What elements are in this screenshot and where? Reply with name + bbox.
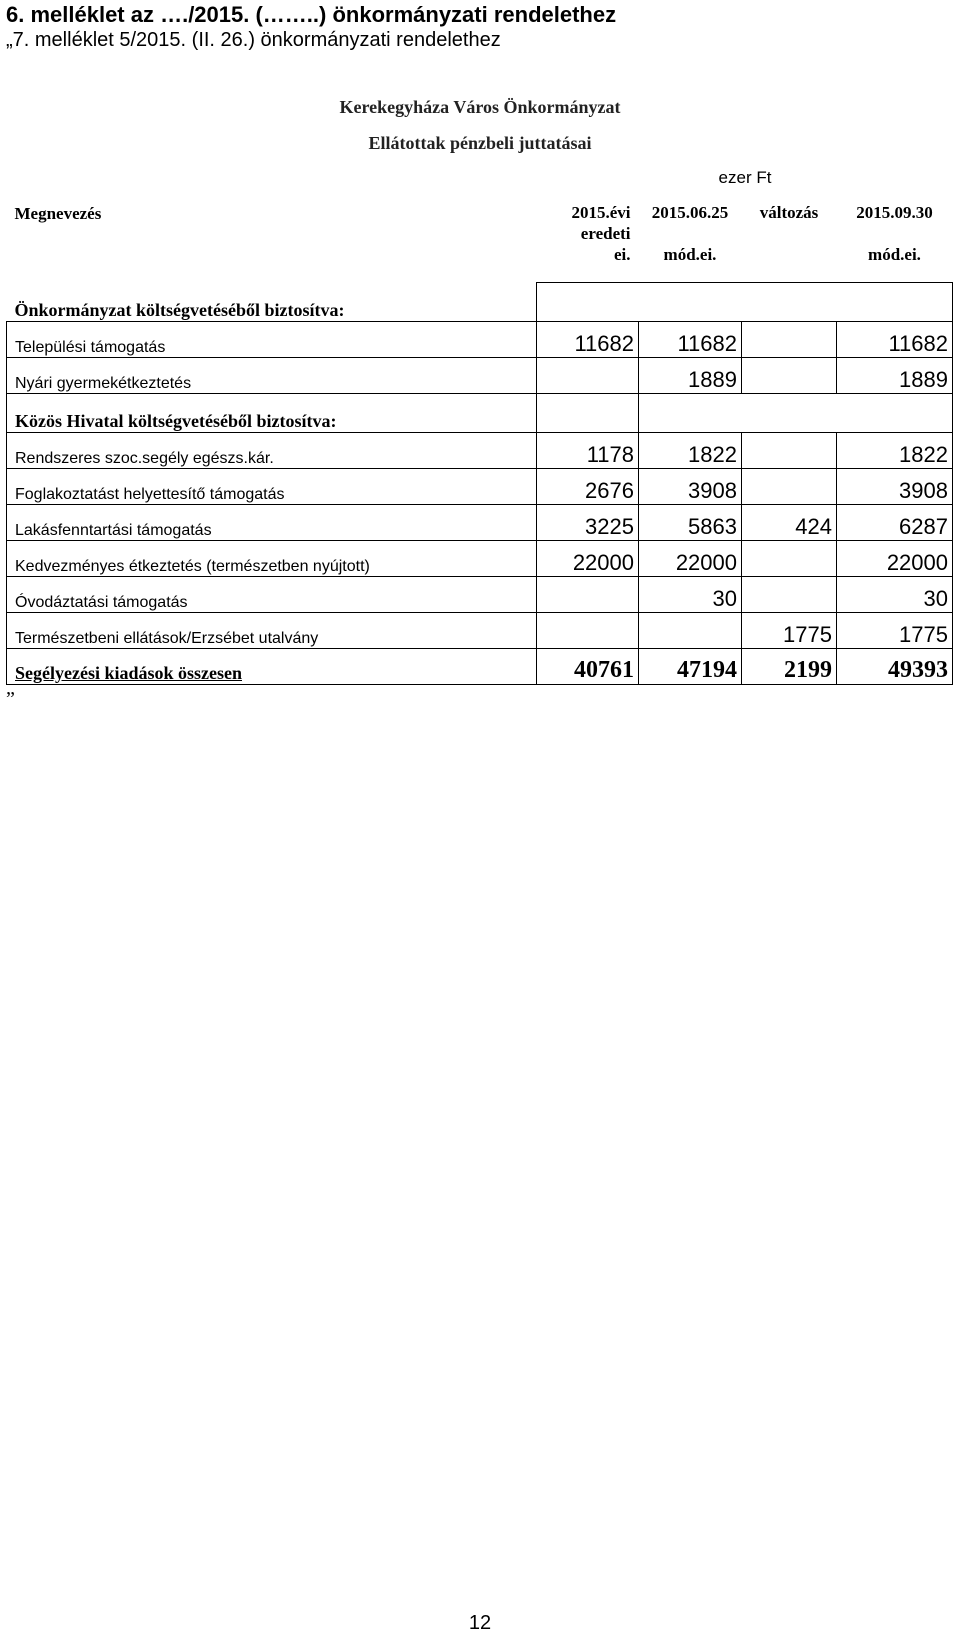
col-header-change: változás — [759, 203, 819, 222]
closing-quote: ” — [6, 688, 15, 710]
section-row — [7, 282, 953, 321]
header-line-2: „7. melléklet 5/2015. (II. 26.) önkormányzati rendelethez — [6, 29, 501, 51]
col-header-name: Megnevezés — [14, 204, 102, 223]
organization-title: Kerekegyháza Város Önkormányzat — [339, 97, 621, 117]
table-row: Települési támogatás 11682 11682 11682 — [7, 321, 953, 357]
col-header-modified-0625: 2015.06.25 mód.ei. — [651, 203, 729, 264]
page-number: 12 — [468, 1612, 492, 1634]
budget-table — [6, 198, 953, 685]
table-row: Nyári gyermekétkeztetés 1889 1889 — [7, 357, 953, 393]
table-subtitle: Ellátottak pénzbeli juttatásai — [368, 133, 592, 153]
unit-label: ezer Ft — [718, 168, 772, 187]
total-row: Segélyezési kiadások összesen 40761 47194 2199 49393 — [7, 648, 953, 684]
header-line-1: 6. melléklet az …./2015. (……..) önkormányzati rendelethez — [6, 2, 617, 27]
table-row: Rendszeres szoc.segély egészs.kár. 1178 1822 1822 — [7, 432, 953, 468]
col-header-modified-0930: 2015.09.30 mód.ei. — [856, 203, 933, 264]
table-row: Foglakoztatást helyettesítő támogatás 2676 3908 3908 — [7, 468, 953, 504]
section-row — [7, 393, 953, 432]
table-row: Kedvezményes étkeztetés (természetben nyújtott) 22000 22000 22000 — [7, 540, 953, 576]
header-row — [7, 198, 953, 282]
table-row: Természetbeni ellátások/Erzsébet utalvány 1775 1775 — [7, 612, 953, 648]
col-header-original: 2015.évi eredeti ei. — [571, 203, 631, 264]
table-row: Óvodáztatási támogatás 30 30 — [7, 576, 953, 612]
section-heading: Közös Hivatal költségvetéséből biztosítva: — [7, 393, 537, 432]
section-heading: Önkormányzat költségvetéséből biztosítva: — [14, 299, 345, 320]
table-row: Lakásfenntartási támogatás 3225 5863 424 6287 — [7, 504, 953, 540]
